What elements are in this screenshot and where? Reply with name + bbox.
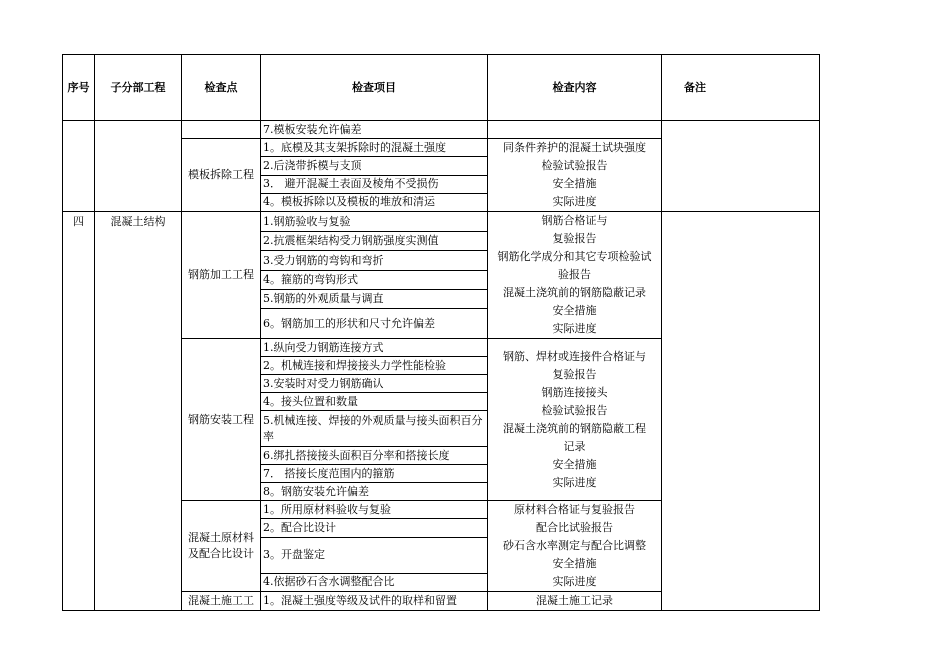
checkpoint-rebar-processing: 钢筋加工工程 <box>182 212 261 339</box>
header-checkpoint: 检查点 <box>182 55 261 121</box>
item-cell: 6。钢筋加工的形状和尺寸允许偏差 <box>261 309 488 339</box>
section-number: 四 <box>63 212 95 611</box>
no-cell-prev <box>63 121 95 212</box>
header-subdivision: 子分部工程 <box>95 55 182 121</box>
content-line: 实际进度 <box>552 575 597 588</box>
table-row <box>63 212 820 232</box>
content-line: 砂石含水率测定与配合比调整 <box>503 539 646 552</box>
checkpoint-cell-prev <box>182 121 261 139</box>
item-cell: 1.纵向受力钢筋连接方式 <box>261 339 488 357</box>
item-cell: 5.钢筋的外观质量与调直 <box>261 289 488 308</box>
notes-cell-prev <box>662 121 820 212</box>
inspection-table <box>62 54 820 611</box>
content-rebar-installation <box>488 339 662 501</box>
header-row <box>63 55 820 121</box>
header-no: 序号 <box>63 55 95 121</box>
item-cell: 2.抗震框架结构受力钢筋强度实测值 <box>261 232 488 251</box>
content-line: 钢筋、焊材或连接件合格证与 <box>503 349 646 363</box>
item-cell: 8。钢筋安装允许偏差 <box>261 483 488 501</box>
content-line: 安全措施 <box>552 177 597 190</box>
item-cell: 1。混凝土强度等级及试件的取样和留置 <box>261 592 488 611</box>
subdivision-cell-prev <box>95 121 182 212</box>
checkpoint-line: 及配合比设计 <box>188 547 254 560</box>
item-cell: 2。配合比设计 <box>261 519 488 537</box>
section-name: 混凝土结构 <box>95 212 182 611</box>
item-cell: 3.安装时对受力钢筋确认 <box>261 375 488 393</box>
checkpoint-concrete-construction: 混凝土施工工 <box>182 592 261 611</box>
item-cell: 1.钢筋验收与复验 <box>261 212 488 232</box>
checkpoint-rebar-installation: 钢筋安装工程 <box>182 339 261 501</box>
item-cell: 1。底模及其支架拆除时的混凝土强度 <box>261 139 488 157</box>
content-line: 混凝土浇筑前的钢筋隐蔽工程 <box>503 421 646 435</box>
item-cell: 2.后浇带拆模与支顶 <box>261 157 488 175</box>
notes-cell <box>662 212 820 611</box>
content-line: 实际进度 <box>552 195 597 208</box>
checkpoint-concrete-materials <box>182 501 261 592</box>
checkpoint-formwork-removal: 模板拆除工程 <box>182 139 261 212</box>
item-cell: 3.受力钢筋的弯钩和弯折 <box>261 251 488 270</box>
content-line: 验报告 <box>558 268 591 281</box>
content-line: 混凝土浇筑前的钢筋隐蔽记录 <box>503 286 646 299</box>
content-line: 检验试验报告 <box>541 403 608 417</box>
content-rebar-processing <box>488 212 662 339</box>
item-cell: 7.模板安装允许偏差 <box>261 121 488 139</box>
content-line: 钢筋连接接头 <box>541 385 608 399</box>
content-line: 复验报告 <box>552 232 597 245</box>
item-cell: 6.绑扎搭接接头面积百分率和搭接长度 <box>261 447 488 465</box>
content-line: 同条件养护的混凝土试块强度 <box>503 141 646 154</box>
content-concrete-construction: 混凝土施工记录 <box>488 592 662 611</box>
item-cell: 1。所用原材料验收与复验 <box>261 501 488 519</box>
content-line: 安全措施 <box>552 304 597 317</box>
item-cell: 3。开盘鉴定 <box>261 537 488 573</box>
content-line: 实际进度 <box>552 475 597 489</box>
item-cell: 4。模板拆除以及模板的堆放和清运 <box>261 193 488 211</box>
content-line: 复验报告 <box>552 367 597 381</box>
item-cell: 4.依据砂石含水调整配合比 <box>261 573 488 591</box>
content-concrete-materials <box>488 501 662 592</box>
content-line: 实际进度 <box>552 322 597 335</box>
content-line: 安全措施 <box>552 557 597 570</box>
content-line: 配合比试验报告 <box>536 521 613 534</box>
content-line: 钢筋合格证与 <box>541 214 608 227</box>
content-line: 原材料合格证与复验报告 <box>514 503 635 516</box>
content-line: 安全措施 <box>552 457 597 471</box>
checkpoint-line: 混凝土原材料 <box>188 531 254 544</box>
header-items: 检查项目 <box>261 55 488 121</box>
content-formwork-removal <box>488 139 662 212</box>
item-cell: 3． 避开混凝土表面及棱角不受损伤 <box>261 175 488 193</box>
header-notes: 备注 <box>662 55 820 121</box>
header-content: 检查内容 <box>488 55 662 121</box>
content-line: 检验试验报告 <box>541 159 608 172</box>
table-row <box>63 121 820 139</box>
item-cell: 2。机械连接和焊接接头力学性能检验 <box>261 357 488 375</box>
item-cell: 5.机械连接、焊接的外观质量与接头面积百分率 <box>261 411 488 447</box>
content-cell-prev <box>488 121 662 139</box>
item-cell: 7． 搭接长度范围内的箍筋 <box>261 465 488 483</box>
item-cell: 4。接头位置和数量 <box>261 393 488 411</box>
item-cell: 4。箍筋的弯钩形式 <box>261 270 488 289</box>
content-line: 钢筋化学成分和其它专项检验试 <box>497 250 652 263</box>
content-line: 记录 <box>563 439 586 453</box>
